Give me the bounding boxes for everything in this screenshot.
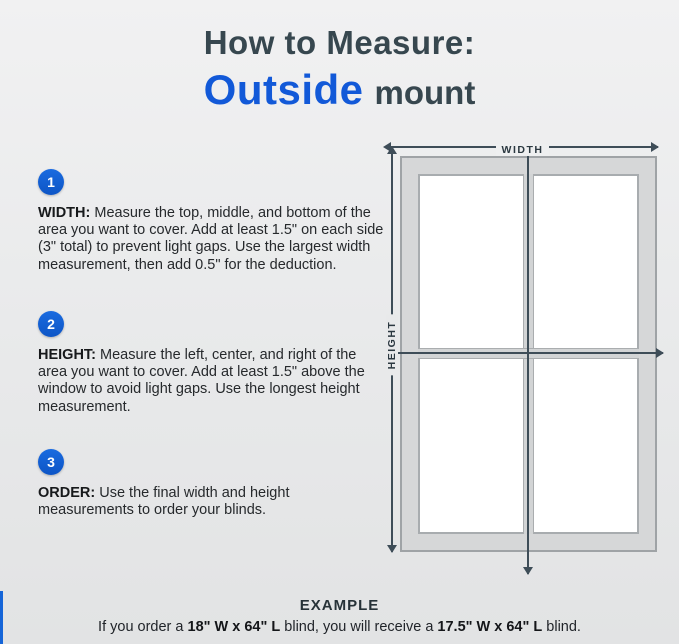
example-part1: If you order a bbox=[98, 619, 188, 635]
example-part3: blind. bbox=[542, 619, 581, 635]
example-received-size: 17.5" W x 64" L bbox=[437, 619, 543, 635]
title-line2 bbox=[0, 66, 679, 114]
step-2 bbox=[38, 311, 388, 416]
title-block bbox=[0, 24, 679, 114]
height-label: HEIGHT bbox=[386, 315, 398, 376]
example-part2: blind, you will receive a bbox=[280, 619, 438, 635]
step-3-label: ORDER: bbox=[38, 485, 96, 501]
left-edge-accent-bar bbox=[0, 591, 3, 644]
step-1-label: WIDTH: bbox=[38, 205, 91, 221]
width-label: WIDTH bbox=[496, 144, 550, 156]
step-3-body: Use the final width and height measurements to order your blinds. bbox=[38, 485, 290, 519]
step-2-number-badge: 2 bbox=[38, 311, 64, 337]
step-1 bbox=[38, 169, 388, 274]
step-3 bbox=[38, 449, 388, 519]
example-text bbox=[0, 619, 679, 635]
title-line1: How to Measure: bbox=[203, 24, 476, 61]
step-2-text bbox=[38, 347, 388, 416]
center-vertical-measure-line bbox=[527, 146, 529, 574]
height-arrow-down-icon bbox=[387, 545, 397, 553]
title-mount: mount bbox=[374, 74, 476, 111]
center-horizontal-measure-line bbox=[392, 352, 663, 354]
step-3-number-badge: 3 bbox=[38, 449, 64, 475]
step-1-text bbox=[38, 205, 388, 274]
step-1-number-badge: 1 bbox=[38, 169, 64, 195]
width-label-wrap bbox=[387, 140, 658, 158]
example-heading: EXAMPLE bbox=[299, 597, 380, 614]
center-line-arrow-down-icon bbox=[523, 567, 533, 575]
center-line-arrow-right-icon bbox=[656, 348, 664, 358]
step-3-text bbox=[38, 485, 388, 519]
title-highlight-outside: Outside bbox=[203, 66, 364, 113]
step-1-body: Measure the top, middle, and bottom of the area you want to cover. Add at least 1.5" on each side (3" total) to prevent light gaps. Use the largest width measurement, then add 0.5" for the deduction. bbox=[38, 205, 384, 273]
step-2-body: Measure the left, center, and right of the area you want to cover. Add at least 1.5" above the window to avoid light gaps. Use the longest height measurement. bbox=[38, 347, 365, 415]
example-ordered-size: 18" W x 64" L bbox=[187, 619, 281, 635]
step-2-label: HEIGHT: bbox=[38, 347, 96, 363]
